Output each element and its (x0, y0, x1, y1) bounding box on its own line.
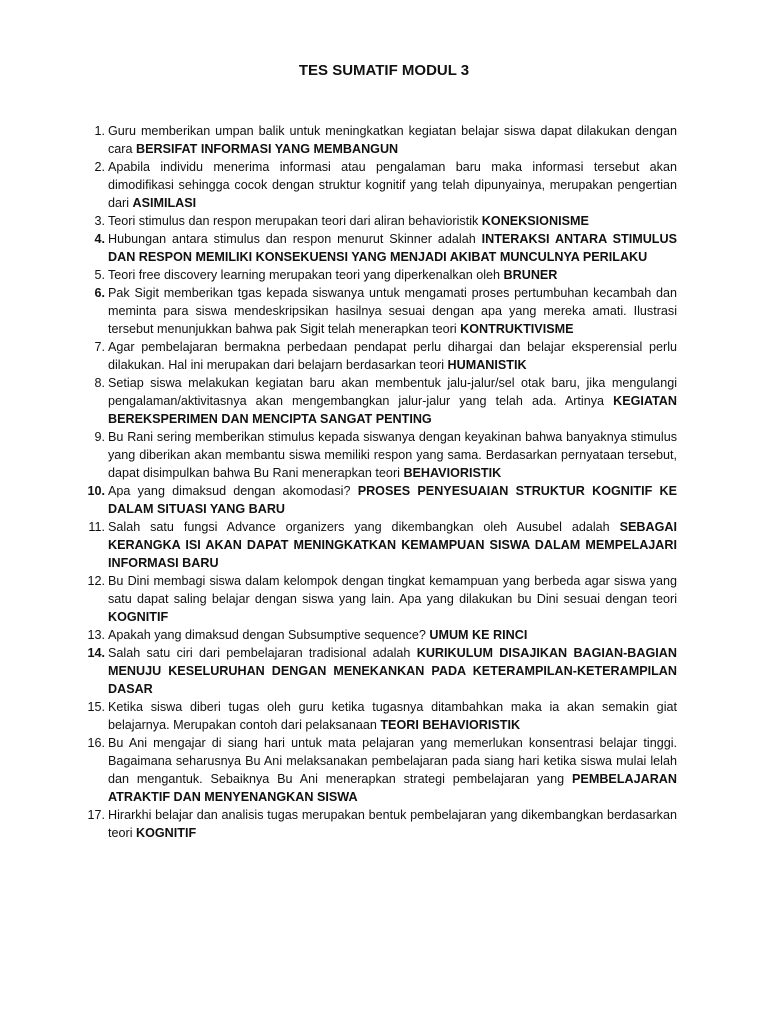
question-body (108, 158, 677, 212)
question-number: 1. (94, 124, 105, 138)
question-body (108, 644, 677, 698)
question-number: 11. (88, 520, 105, 534)
answer-text: KEGIATAN BEREKSPERIMEN DAN MENCIPTA SANGAT PENTING (108, 394, 677, 426)
question-item (94, 122, 677, 158)
question-item (87, 572, 677, 626)
question-item (94, 158, 677, 212)
question-text: Teori stimulus dan respon merupakan teori dari aliran behavioristik (108, 214, 482, 228)
question-body (108, 284, 677, 338)
question-body (108, 518, 677, 572)
question-number: 5. (94, 268, 105, 282)
question-text: Hubungan antara stimulus dan respon menurut Skinner adalah (108, 232, 482, 246)
question-text: Salah satu fungsi Advance organizers yang dikembangkan oleh Ausubel adalah (108, 520, 620, 534)
question-item (94, 428, 677, 482)
question-item (94, 338, 677, 374)
question-item (87, 734, 677, 806)
question-text: Hirarkhi belajar dan analisis tugas merupakan bentuk pembelajaran yang dikembangkan berdasarkan teori (108, 808, 677, 840)
question-number: 12. (87, 574, 105, 588)
question-number: 3. (94, 214, 105, 228)
question-text: Bu Ani mengajar di siang hari untuk mata pelajaran yang memerlukan konsentrasi belajar tinggi. Bagaimana seharusnya Bu Ani melaksanakan pembelajaran pada siang hari ketika siswa mulai lelah dan mengantuk. Sebaiknya Bu Ani menerapkan strategi pembelajaran yang (108, 736, 677, 786)
question-body (108, 698, 677, 734)
question-list (87, 122, 677, 842)
question-text: Apa yang dimaksud dengan akomodasi? (108, 484, 358, 498)
question-number: 9. (94, 430, 105, 444)
question-item (94, 374, 677, 428)
question-text: Guru memberikan umpan balik untuk meningkatkan kegiatan belajar siswa dapat dilakukan dengan cara (108, 124, 677, 156)
answer-text: KONTRUKTIVISME (460, 322, 574, 336)
answer-text: SEBAGAI KERANGKA ISI AKAN DAPAT MENINGKATKAN KEMAMPUAN SISWA DALAM MEMPELAJARI INFORMASI BARU (108, 520, 677, 570)
question-number: 13. (87, 628, 105, 642)
question-item (87, 698, 677, 734)
question-body (108, 230, 677, 266)
question-number: 16. (87, 736, 105, 750)
question-text: Ketika siswa diberi tugas oleh guru ketika tugasnya ditambahkan maka ia akan semakin giat belajarnya. Merupakan contoh dari pelaksanaan (108, 700, 677, 732)
question-text: Salah satu ciri dari pembelajaran tradisional adalah (108, 646, 417, 660)
question-number: 15. (87, 700, 105, 714)
answer-text: BERSIFAT INFORMASI YANG MEMBANGUN (136, 142, 399, 156)
answer-text: UMUM KE RINCI (429, 628, 528, 642)
answer-text: KURIKULUM DISAJIKAN BAGIAN-BAGIAN MENUJU KESELURUHAN DENGAN MENEKANKAN PADA KETERAMPILAN-KETERAMPILAN DASAR (108, 646, 677, 696)
question-number: 10. (87, 484, 105, 498)
question-number: 4. (94, 232, 105, 246)
question-text: Agar pembelajaran bermakna perbedaan pendapat perlu dihargai dan belajar eksperensial perlu dilakukan. Hal ini merupakan dari belajarn berdasarkan teori (108, 340, 677, 372)
question-number: 7. (94, 340, 105, 354)
question-item (87, 482, 677, 518)
question-text: Apakah yang dimaksud dengan Subsumptive sequence? (108, 628, 430, 642)
question-number: 6. (94, 286, 105, 300)
question-body (108, 374, 677, 428)
question-number: 8. (94, 376, 105, 390)
question-item (87, 806, 677, 842)
question-item (88, 518, 677, 572)
answer-text: HUMANISTIK (447, 358, 527, 372)
question-item (94, 212, 677, 230)
question-item (94, 230, 677, 266)
question-body (108, 572, 677, 626)
question-number: 2. (94, 160, 105, 174)
answer-text: KOGNITIF (136, 826, 197, 840)
answer-text: BRUNER (503, 268, 558, 282)
answer-text: ASIMILASI (132, 196, 197, 210)
question-number: 17. (87, 808, 105, 822)
answer-text: BEHAVIORISTIK (403, 466, 502, 480)
question-body (108, 806, 677, 842)
document-title: TES SUMATIF MODUL 3 (298, 62, 470, 79)
answer-text: PROSES PENYESUAIAN STRUKTUR KOGNITIF KE DALAM SITUASI YANG BARU (108, 484, 677, 516)
answer-text: PEMBELAJARAN ATRAKTIF DAN MENYENANGKAN SISWA (108, 772, 677, 804)
question-body (108, 626, 677, 644)
answer-text: INTERAKSI ANTARA STIMULUS DAN RESPON MEMILIKI KONSEKUENSI YANG MENJADI AKIBAT MUNCULNYA PERILAKU (108, 232, 677, 264)
answer-text: KONEKSIONISME (481, 214, 589, 228)
question-text: Teori free discovery learning merupakan teori yang diperkenalkan oleh (108, 268, 504, 282)
question-item (94, 284, 677, 338)
question-text: Pak Sigit memberikan tgas kepada siswanya untuk mengamati proses pertumbuhan kecambah dan meminta para siswa mendeskripsikan hasilnya sesuai dengan apa yang mereka amati. Ilustrasi tersebut menunjukkan bahwa pak Sigit telah menerapkan teori (108, 286, 677, 336)
question-body (108, 122, 677, 158)
question-text: Setiap siswa melakukan kegiatan baru akan membentuk jalu-jalur/sel otak baru, jika mengulangi pengalaman/aktivitasnya akan mengembangkan jalur-jalur yang telah ada. Artinya (108, 376, 677, 408)
question-text: Apabila individu menerima informasi atau pengalaman baru maka informasi tersebut akan dimodifikasi sehingga cocok dengan struktur kognitif yang telah dipunyainya, merupakan pengertian dari (108, 160, 677, 210)
question-text: Bu Dini membagi siswa dalam kelompok dengan tingkat kemampuan yang berbeda agar siswa yang satu dapat saling belajar dengan siswa yang lain. Apa yang dilakukan bu Dini sesuai dengan teori (108, 574, 677, 606)
question-body (108, 428, 677, 482)
answer-text: KOGNITIF (108, 610, 169, 624)
question-number: 14. (87, 646, 105, 660)
question-text: Bu Rani sering memberikan stimulus kepada siswanya dengan keyakinan bahwa banyaknya stimulus yang diberikan akan membantu siswa memiliki respon yang sama. Berdasarkan pernyataan tersebut, dapat disimpulkan bahwa Bu Rani menerapkan teori (108, 430, 677, 480)
question-body (108, 482, 677, 518)
question-body (108, 338, 677, 374)
question-body (108, 212, 677, 230)
question-item (87, 626, 677, 644)
question-item (94, 266, 677, 284)
answer-text: TEORI BEHAVIORISTIK (380, 718, 521, 732)
question-body (108, 266, 677, 284)
question-item (87, 644, 677, 698)
question-body (108, 734, 677, 806)
